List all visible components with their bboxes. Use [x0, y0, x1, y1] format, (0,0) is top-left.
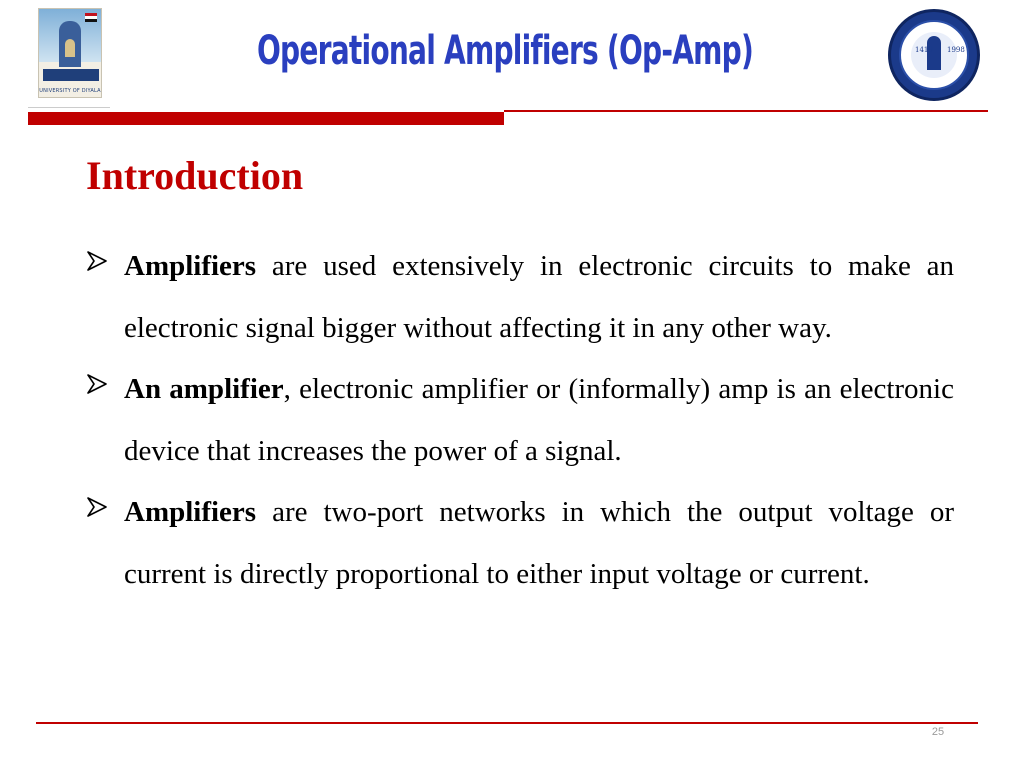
arrow-bullet-icon	[86, 496, 108, 518]
bullet-text	[124, 236, 954, 359]
bullet-body: are used extensively in electronic circuits to make an electronic signal bigger without affecting it in any other way.	[124, 250, 954, 344]
section-heading: Introduction	[86, 153, 304, 198]
bullet-text	[124, 359, 954, 482]
bullet-term: Amplifiers	[124, 250, 257, 282]
logo-caption: UNIVERSITY OF DIYALA	[39, 88, 101, 94]
bullet-item	[86, 236, 954, 359]
arch-icon	[65, 39, 75, 57]
footer-divider	[36, 722, 978, 724]
bullet-list	[86, 236, 954, 605]
flag-icon	[85, 13, 97, 22]
slide-title: Operational Amplifiers (Op-Amp)	[256, 28, 754, 74]
page-number: 25	[931, 726, 945, 738]
arrow-bullet-icon	[86, 373, 108, 395]
header-red-bar	[28, 112, 504, 125]
bullet-body: , electronic amplifier or (informally) amp is an electronic device that increases the power of a signal.	[124, 373, 954, 467]
university-logo	[38, 8, 102, 98]
bullet-term: An amplifier	[124, 373, 284, 405]
header-red-line	[504, 110, 988, 112]
college-seal	[888, 9, 980, 101]
seal-year-left: 1419	[915, 46, 933, 54]
logo-band	[43, 69, 99, 81]
bullet-item	[86, 482, 954, 605]
bullet-text	[124, 482, 954, 605]
seal-year-right: 1998	[947, 46, 965, 54]
bullet-term: Amplifiers	[124, 496, 257, 528]
arrow-bullet-icon	[86, 250, 108, 272]
bullet-body: are two-port networks in which the output voltage or current is directly proportional to either input voltage or current.	[124, 496, 954, 590]
bullet-item	[86, 359, 954, 482]
header-divider-thin	[28, 107, 110, 108]
